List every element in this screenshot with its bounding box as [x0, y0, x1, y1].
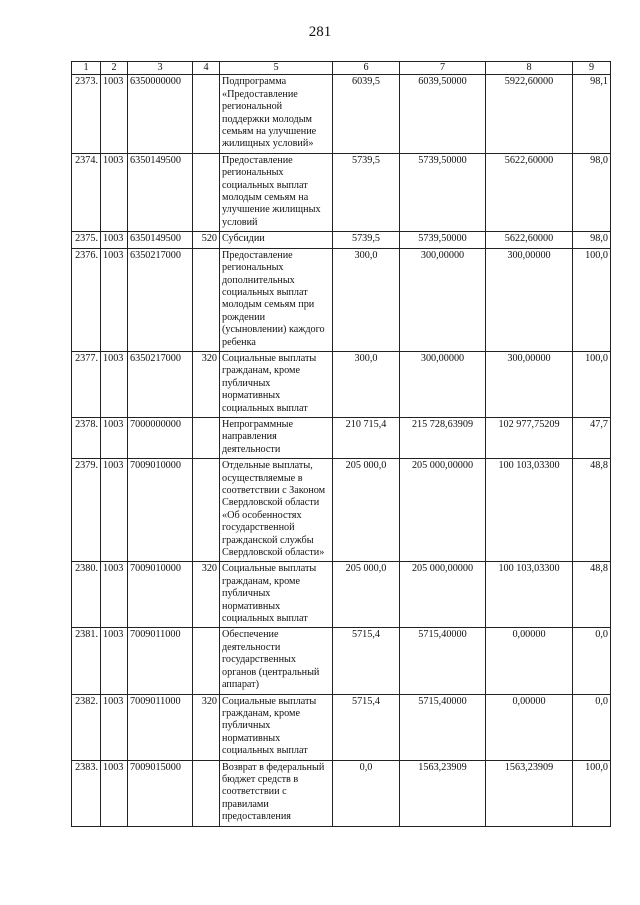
value-col8: 5622,60000 [486, 153, 573, 231]
value-col6: 5739,5 [333, 153, 400, 231]
value-col6: 205 000,0 [333, 459, 400, 562]
column-header: 5 [220, 62, 333, 75]
row-number: 2377. [72, 351, 101, 417]
value-col8: 0,00000 [486, 628, 573, 694]
column-header: 6 [333, 62, 400, 75]
value-col8: 300,00000 [486, 351, 573, 417]
section-code: 1003 [101, 562, 128, 628]
target-article-code: 7009011000 [128, 628, 193, 694]
column-header: 8 [486, 62, 573, 75]
table-row [72, 562, 611, 628]
section-code: 1003 [101, 248, 128, 351]
column-header: 4 [193, 62, 220, 75]
value-col6: 5739,5 [333, 232, 400, 248]
section-code: 1003 [101, 351, 128, 417]
value-col6: 5715,4 [333, 628, 400, 694]
row-number: 2380. [72, 562, 101, 628]
table-row [72, 760, 611, 826]
target-article-code: 6350217000 [128, 351, 193, 417]
item-name: Предоставление региональных дополнительных социальных выплат молодым семьям при рождении (усыновлении) каждого ребенка [220, 248, 333, 351]
expense-type-code: 320 [193, 351, 220, 417]
value-col7: 215 728,63909 [400, 417, 486, 458]
percent-value: 48,8 [573, 459, 611, 562]
expense-type-code [193, 153, 220, 231]
row-number: 2378. [72, 417, 101, 458]
target-article-code: 6350149500 [128, 232, 193, 248]
table-row [72, 694, 611, 760]
section-code: 1003 [101, 417, 128, 458]
value-col6: 5715,4 [333, 694, 400, 760]
percent-value: 100,0 [573, 351, 611, 417]
item-name: Непрограммные направления деятельности [220, 417, 333, 458]
section-code: 1003 [101, 459, 128, 562]
target-article-code: 7009011000 [128, 694, 193, 760]
value-col6: 0,0 [333, 760, 400, 826]
column-header: 9 [573, 62, 611, 75]
expense-type-code [193, 459, 220, 562]
section-code: 1003 [101, 628, 128, 694]
percent-value: 98,0 [573, 232, 611, 248]
expense-type-code [193, 75, 220, 153]
value-col6: 210 715,4 [333, 417, 400, 458]
percent-value: 98,1 [573, 75, 611, 153]
section-code: 1003 [101, 75, 128, 153]
percent-value: 100,0 [573, 248, 611, 351]
item-name: Субсидии [220, 232, 333, 248]
section-code: 1003 [101, 760, 128, 826]
item-name: Социальные выплаты гражданам, кроме публичных нормативных социальных выплат [220, 694, 333, 760]
item-name: Социальные выплаты гражданам, кроме публичных нормативных социальных выплат [220, 351, 333, 417]
target-article-code: 7009010000 [128, 562, 193, 628]
row-number: 2379. [72, 459, 101, 562]
row-number: 2374. [72, 153, 101, 231]
target-article-code: 7009015000 [128, 760, 193, 826]
item-name: Подпрограмма «Предоставление региональной поддержки молодым семьям на улучшение жилищных условий» [220, 75, 333, 153]
value-col7: 205 000,00000 [400, 459, 486, 562]
page-number: 281 [308, 24, 332, 40]
percent-value: 100,0 [573, 760, 611, 826]
row-number: 2375. [72, 232, 101, 248]
target-article-code: 6350217000 [128, 248, 193, 351]
value-col7: 5739,50000 [400, 232, 486, 248]
value-col8: 0,00000 [486, 694, 573, 760]
value-col8: 300,00000 [486, 248, 573, 351]
row-number: 2383. [72, 760, 101, 826]
expense-type-code: 320 [193, 694, 220, 760]
column-header: 2 [101, 62, 128, 75]
column-header: 7 [400, 62, 486, 75]
item-name: Возврат в федеральный бюджет средств в соответствии с правилами предоставления [220, 760, 333, 826]
target-article-code: 7009010000 [128, 459, 193, 562]
percent-value: 48,8 [573, 562, 611, 628]
value-col7: 1563,23909 [400, 760, 486, 826]
value-col7: 5715,40000 [400, 628, 486, 694]
row-number: 2373. [72, 75, 101, 153]
table-row [72, 232, 611, 248]
expense-type-code [193, 248, 220, 351]
value-col6: 6039,5 [333, 75, 400, 153]
row-number: 2381. [72, 628, 101, 694]
expense-type-code: 520 [193, 232, 220, 248]
item-name: Отдельные выплаты, осуществляемые в соответствии с Законом Свердловской области «Об особенностях государственной гражданской службы Свердловской области» [220, 459, 333, 562]
section-code: 1003 [101, 694, 128, 760]
value-col7: 300,00000 [400, 351, 486, 417]
target-article-code: 6350149500 [128, 153, 193, 231]
value-col7: 6039,50000 [400, 75, 486, 153]
column-header: 3 [128, 62, 193, 75]
expense-type-code [193, 628, 220, 694]
value-col8: 5922,60000 [486, 75, 573, 153]
percent-value: 47,7 [573, 417, 611, 458]
table-row [72, 459, 611, 562]
value-col8: 100 103,03300 [486, 562, 573, 628]
row-number: 2376. [72, 248, 101, 351]
expense-type-code [193, 417, 220, 458]
value-col6: 205 000,0 [333, 562, 400, 628]
value-col7: 5715,40000 [400, 694, 486, 760]
expense-type-code: 320 [193, 562, 220, 628]
value-col8: 1563,23909 [486, 760, 573, 826]
value-col8: 100 103,03300 [486, 459, 573, 562]
table-row [72, 351, 611, 417]
item-name: Обеспечение деятельности государственных органов (центральный аппарат) [220, 628, 333, 694]
target-article-code: 6350000000 [128, 75, 193, 153]
value-col7: 205 000,00000 [400, 562, 486, 628]
table-row [72, 153, 611, 231]
item-name: Предоставление региональных социальных выплат молодым семьям на улучшение жилищных условий [220, 153, 333, 231]
value-col8: 5622,60000 [486, 232, 573, 248]
column-header: 1 [72, 62, 101, 75]
value-col6: 300,0 [333, 351, 400, 417]
section-code: 1003 [101, 153, 128, 231]
target-article-code: 7000000000 [128, 417, 193, 458]
table-row [72, 248, 611, 351]
row-number: 2382. [72, 694, 101, 760]
percent-value: 0,0 [573, 694, 611, 760]
value-col7: 5739,50000 [400, 153, 486, 231]
value-col6: 300,0 [333, 248, 400, 351]
item-name: Социальные выплаты гражданам, кроме публичных нормативных социальных выплат [220, 562, 333, 628]
percent-value: 0,0 [573, 628, 611, 694]
percent-value: 98,0 [573, 153, 611, 231]
table-row [72, 75, 611, 153]
table-row [72, 628, 611, 694]
value-col7: 300,00000 [400, 248, 486, 351]
expense-type-code [193, 760, 220, 826]
value-col8: 102 977,75209 [486, 417, 573, 458]
budget-table [71, 61, 611, 827]
section-code: 1003 [101, 232, 128, 248]
table-header-row [72, 62, 611, 75]
table-row [72, 417, 611, 458]
